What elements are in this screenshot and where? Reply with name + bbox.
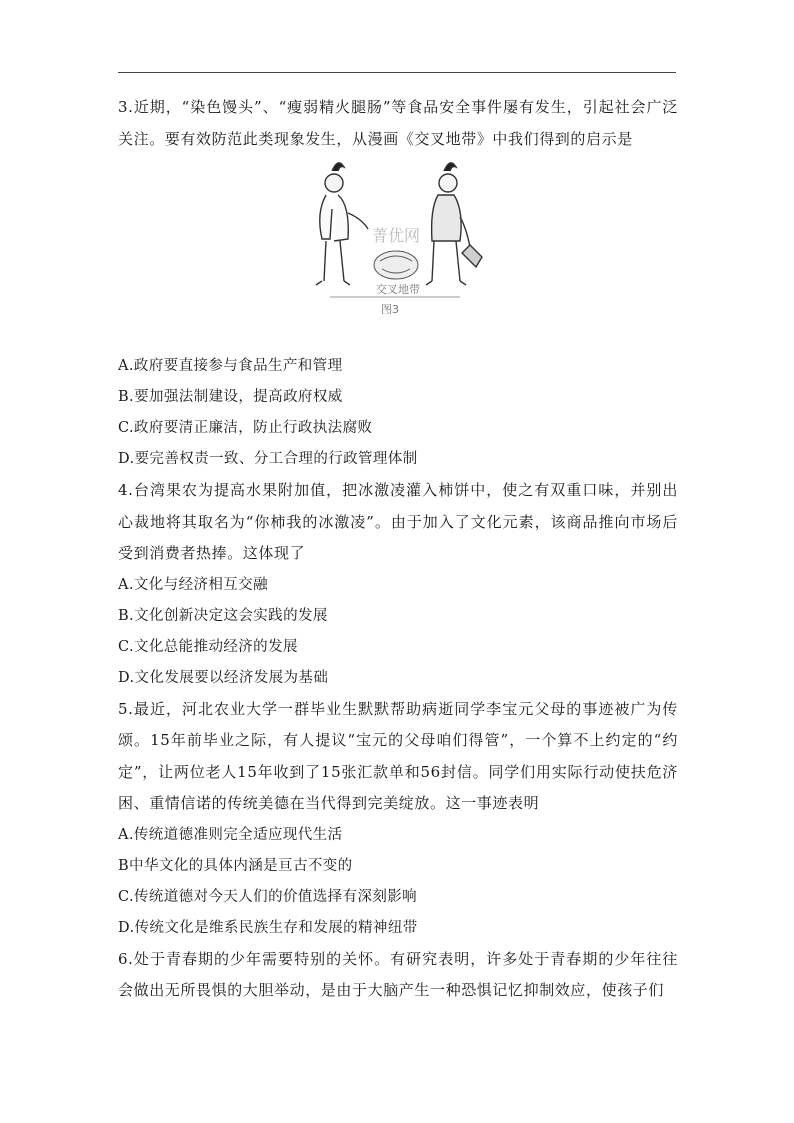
question-3-stem: 3.近期，“染色馒头”、“瘦弱精火腿肠”等食品安全事件屡有发生，引起社会广泛关注。要有效防范此类现象发生，从漫画《交叉地带》中我们得到的启示是 xyxy=(118,98,678,148)
question-4-option-d: D.文化发展要以经济发展为基础 xyxy=(118,669,329,686)
question-6-stem: 6.处于青春期的少年需要特别的关怀。有研究表明，许多处于青春期的少年往往会做出无所畏惧的大胆举动，是由于大脑产生一种恐惧记忆抑制效应，使孩子们 xyxy=(118,949,678,999)
figure-caption: 交叉地带 xyxy=(376,283,420,296)
question-5-option-c: C.传统道德对今天人们的价值选择有深刻影响 xyxy=(118,888,418,905)
right-figure xyxy=(426,163,482,285)
cartoon-figure xyxy=(118,157,678,345)
question-4-option-c: C.文化总能推动经济的发展 xyxy=(118,638,298,655)
question-list xyxy=(118,92,678,1007)
header-rule xyxy=(118,72,676,73)
cartoon-illustration xyxy=(310,157,486,343)
question-4-option-a: A.文化与经济相互交融 xyxy=(118,576,268,593)
question-3-option-a: A.政府要直接参与食品生产和管理 xyxy=(118,358,343,374)
question-5-option-d: D.传统文化是维系民族生存和发展的精神纽带 xyxy=(118,919,418,936)
watermark: 菁优网 xyxy=(372,226,421,245)
question-5-option-a: A.传统道德准则完全适应现代生活 xyxy=(118,826,343,843)
question-5-stem: 5.最近，河北农业大学一群毕业生默默帮助病逝同学李宝元父母的事迹被广为传颂。15年前毕业之际，有人提议“宝元的父母咱们得管”，一个算不上约定的“约定”，让两位老人15年收到了15张汇款单和56封信。同学们用实际行动使扶危济困、重情信诺的传统美德在当代得到完美绽放。这一事迹表明 xyxy=(118,699,678,812)
question-3-option-b: B.要加强法制建设，提高政府权威 xyxy=(118,389,343,405)
question-5-option-b: B中华文化的具体内涵是亘古不变的 xyxy=(118,857,353,874)
question-4-stem: 4.台湾果农为提高水果附加值，把冰激凌灌入柿饼中，使之有双重口味，并别出心裁地将其取名为“你柿我的冰激凌”。由于加入了文化元素，该商品推向市场后受到消费者热捧。这体现了 xyxy=(118,481,678,562)
question-3-option-c: C.政府要清正廉洁，防止行政执法腐败 xyxy=(118,420,373,436)
figure-label: 图3 xyxy=(381,303,399,316)
question-3-option-d: D.要完善权责一致、分工合理的行政管理体制 xyxy=(118,451,418,467)
left-figure xyxy=(316,163,368,285)
question-4-option-b: B.文化创新决定这会实践的发展 xyxy=(118,607,328,624)
